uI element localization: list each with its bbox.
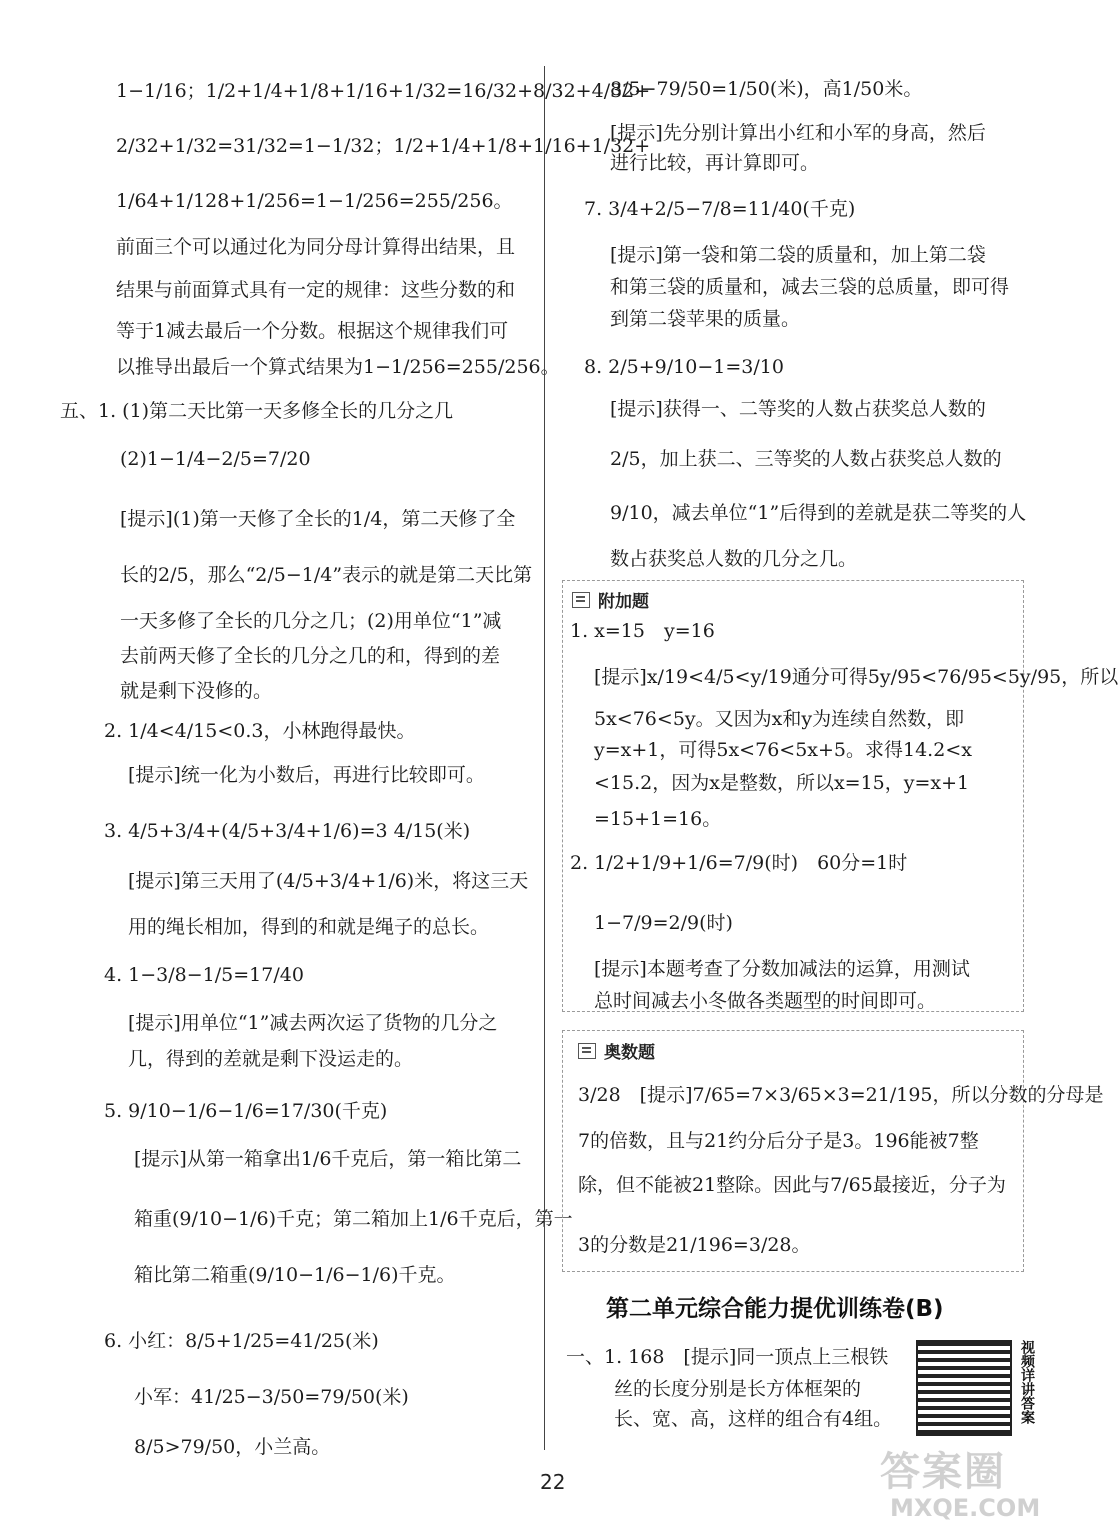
left-line-18: [提示]第三天用了(4/5+3/4+1/6)米，将这三天 (128, 870, 529, 892)
left-line-10: [提示](1)第一天修了全长的1/4，第二天修了全 (120, 508, 516, 530)
notepad-icon (578, 1043, 596, 1059)
extra-line-2: [提示]x/19<4/5<y/19通分可得5y/95<76/95<5y/95，所以 (594, 666, 1118, 688)
extra-line-1: 1. x=15 y=16 (570, 620, 715, 642)
left-line-23: 5. 9/10−1/6−1/6=17/30(千克) (104, 1100, 388, 1122)
qr-code[interactable] (916, 1340, 1012, 1436)
left-line-5: 结果与前面算式具有一定的规律：这些分数的和 (116, 279, 516, 301)
olympiad-line-1: 3/28 [提示]7/65=7×3/65×3=21/195，所以分数的分母是 (578, 1084, 1104, 1106)
right-line-7: 到第二袋苹果的质量。 (610, 308, 801, 330)
left-line-16: [提示]统一化为小数后，再进行比较即可。 (128, 764, 485, 786)
extra-line-4: y=x+1，可得5x<76<5x+5。求得14.2<x (594, 739, 972, 761)
left-line-8: 五、1. (1)第二天比第一天多修全长的几分之几 (60, 400, 454, 422)
left-line-4: 前面三个可以通过化为同分母计算得出结果，且 (116, 236, 516, 258)
right-line-11: 9/10，减去单位“1”后得到的差就是获二等奖的人 (610, 502, 1027, 524)
olympiad-line-3: 除，但不能被21整除。因此与7/65最接近，分子为 (578, 1174, 1006, 1196)
right-line-3: 进行比较，再计算即可。 (610, 152, 820, 174)
left-line-15: 2. 1/4<4/15<0.3，小林跑得最快。 (104, 720, 416, 742)
section-line-3: 长、宽、高，这样的组合有4组。 (614, 1408, 893, 1430)
olympiad-line-2: 7的倍数，且与21约分后分子是3。196能被7整 (578, 1130, 979, 1152)
extra-line-10: 总时间减去小冬做各类题型的时间即可。 (594, 990, 937, 1012)
left-line-29: 8/5>79/50，小兰高。 (134, 1436, 331, 1458)
left-line-28: 小军：41/25−3/50=79/50(米) (134, 1386, 409, 1408)
left-line-9: (2)1−1/4−2/5=7/20 (120, 448, 311, 470)
qr-label: 视频详讲答案 (1019, 1340, 1035, 1424)
extra-line-6: =15+1=16。 (594, 808, 722, 830)
left-line-2: 2/32+1/32=31/32=1−1/32；1/2+1/4+1/8+1/16+1/32+ (116, 135, 651, 157)
section-title: 第二单元综合能力提优训练卷(B) (606, 1296, 944, 1322)
left-line-11: 长的2/5，那么“2/5−1/4”表示的就是第二天比第 (120, 564, 533, 586)
extra-line-8: 1−7/9=2/9(时) (594, 912, 733, 934)
left-line-7: 以推导出最后一个算式结果为1−1/256=255/256。 (116, 356, 560, 378)
left-line-17: 3. 4/5+3/4+(4/5+3/4+1/6)=3 4/15(米) (104, 820, 471, 842)
right-line-10: 2/5，加上获二、三等奖的人数占获奖总人数的 (610, 448, 1002, 470)
right-line-2: [提示]先分别计算出小红和小军的身高，然后 (610, 122, 986, 144)
section-line-2: 丝的长度分别是长方体框架的 (614, 1378, 862, 1400)
extra-line-3: 5x<76<5y。又因为x和y为连续自然数，即 (594, 708, 965, 730)
left-line-19: 用的绳长相加，得到的和就是绳子的总长。 (128, 916, 490, 938)
right-line-12: 数占获奖总人数的几分之几。 (610, 548, 858, 570)
right-line-8: 8. 2/5+9/10−1=3/10 (584, 356, 784, 378)
page-number: 22 (540, 1470, 566, 1494)
left-line-12: 一天多修了全长的几分之几；(2)用单位“1”减 (120, 610, 502, 632)
olympiad-heading: 奥数题 (578, 1038, 655, 1063)
section-line-1: 一、1. 168 [提示]同一顶点上三根铁 (566, 1346, 889, 1368)
left-line-25: 箱重(9/10−1/6)千克；第二箱加上1/6千克后，第一 (134, 1208, 573, 1230)
left-line-1: 1−1/16；1/2+1/4+1/8+1/16+1/32=16/32+8/32+4/32+ (116, 80, 651, 102)
olympiad-line-4: 3的分数是21/196=3/28。 (578, 1234, 811, 1256)
extra-line-5: <15.2，因为x是整数，所以x=15，y=x+1 (594, 772, 970, 794)
left-line-3: 1/64+1/128+1/256=1−1/256=255/256。 (116, 190, 513, 212)
column-divider (544, 66, 545, 1450)
right-line-9: [提示]获得一、二等奖的人数占获奖总人数的 (610, 398, 986, 420)
right-line-6: 和第三袋的质量和，减去三袋的总质量，即可得 (610, 276, 1010, 298)
watermark-url: MXQE.COM (890, 1494, 1041, 1522)
left-line-26: 箱比第二箱重(9/10−1/6−1/6)千克。 (134, 1264, 456, 1286)
left-line-22: 几，得到的差就是剩下没运走的。 (128, 1048, 414, 1070)
extra-line-9: [提示]本题考查了分数加减法的运算，用测试 (594, 958, 970, 980)
left-line-21: [提示]用单位“1”减去两次运了货物的几分之 (128, 1012, 498, 1034)
left-line-6: 等于1减去最后一个分数。根据这个规律我们可 (116, 320, 509, 342)
left-line-24: [提示]从第一箱拿出1/6千克后，第一箱比第二 (134, 1148, 522, 1170)
left-line-13: 去前两天修了全长的几分之几的和，得到的差 (120, 645, 501, 667)
left-line-14: 就是剩下没修的。 (120, 680, 273, 702)
watermark-logo: 答案圈 (880, 1449, 1006, 1495)
watermark (880, 1440, 1040, 1530)
left-line-20: 4. 1−3/8−1/5=17/40 (104, 964, 304, 986)
extra-problems-heading: 附加题 (572, 587, 649, 612)
right-line-1: 8/5−79/50=1/50(米)，高1/50米。 (610, 78, 923, 100)
extra-line-7: 2. 1/2+1/9+1/6=7/9(时) 60分=1时 (570, 852, 908, 874)
extra-problems-box (562, 580, 1024, 1012)
notepad-icon (572, 592, 590, 608)
left-line-27: 6. 小红：8/5+1/25=41/25(米) (104, 1330, 379, 1352)
right-line-5: [提示]第一袋和第二袋的质量和，加上第二袋 (610, 244, 986, 266)
right-line-4: 7. 3/4+2/5−7/8=11/40(千克) (584, 198, 856, 220)
